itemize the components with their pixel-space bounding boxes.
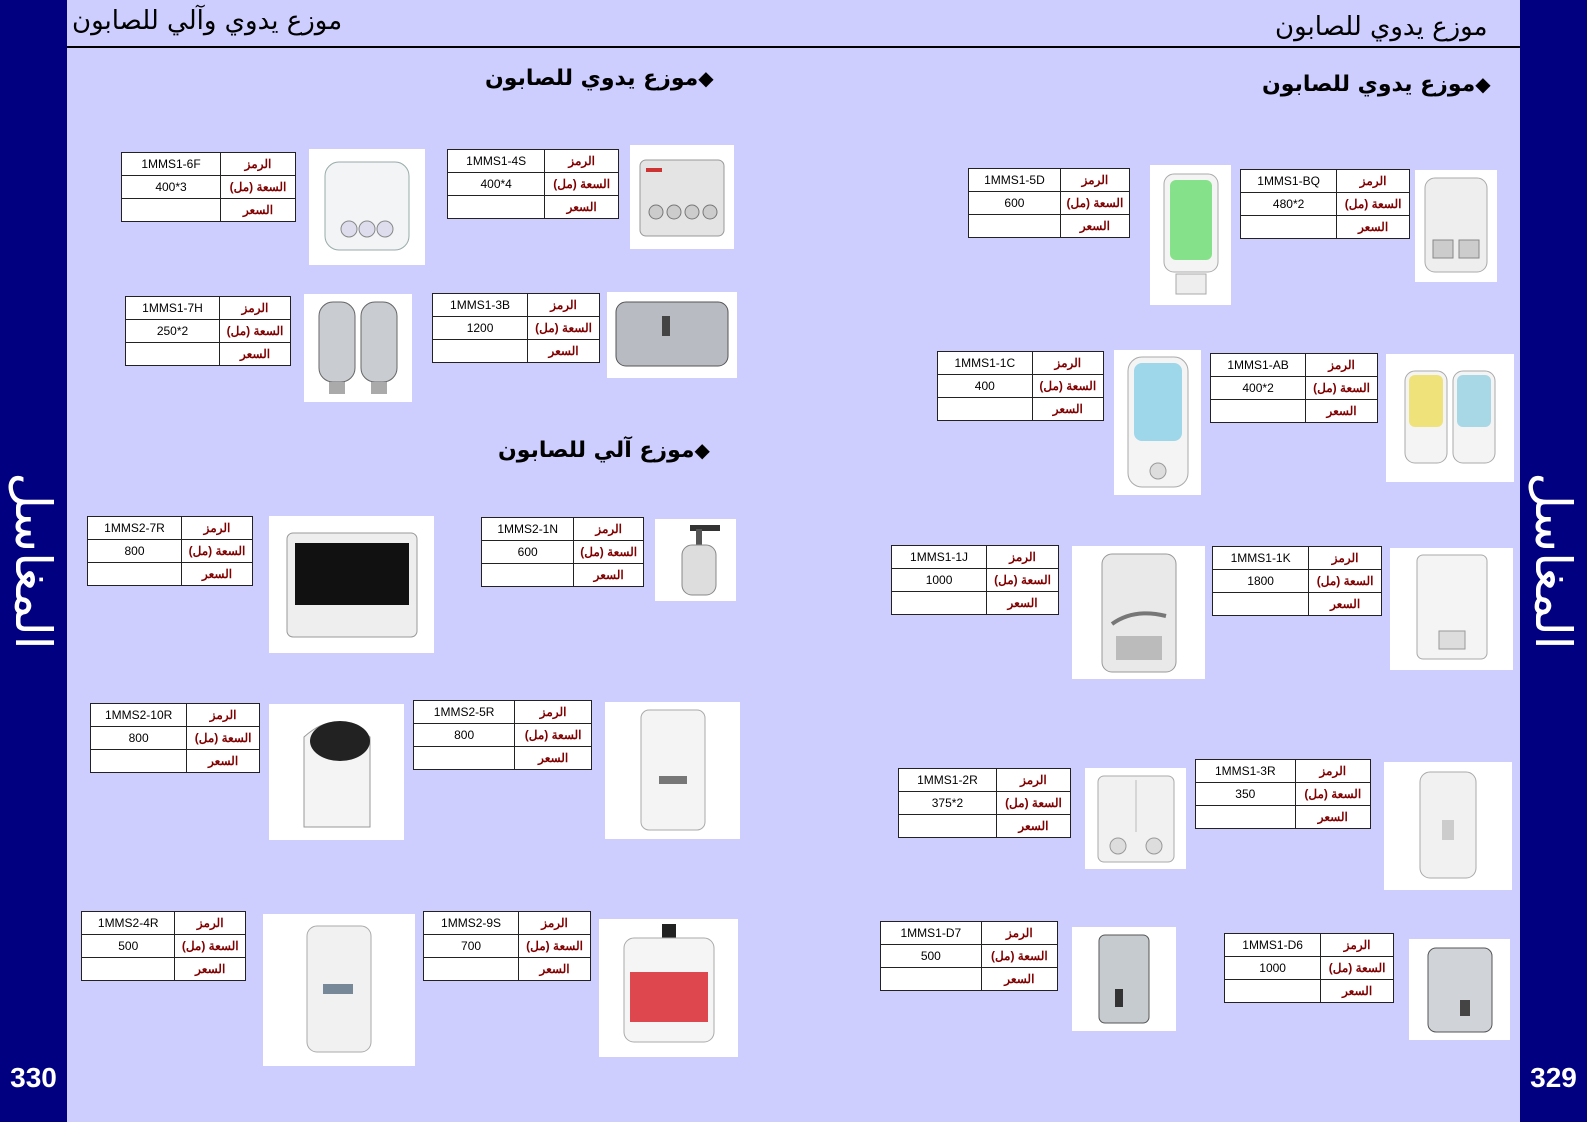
- price-label: السعر: [515, 747, 592, 770]
- chrome-wall-dispenser-icon: [1420, 944, 1500, 1036]
- price-label: السعر: [175, 958, 246, 981]
- product-spec-table: [121, 152, 296, 222]
- price-value: [1211, 400, 1306, 423]
- capacity-value: 1800: [1213, 570, 1309, 593]
- capacity-value: 480*2: [1241, 193, 1337, 216]
- product-code-value: 1MMS1-D7: [881, 922, 982, 945]
- product-code-value: 1MMS2-9S: [424, 912, 519, 935]
- red-transparent-dispenser-icon: [614, 922, 724, 1054]
- product-image: [655, 519, 736, 601]
- capacity-value: 1000: [892, 569, 987, 592]
- product-code-value: 1MMS2-10R: [91, 704, 187, 727]
- auto-white-dispenser-icon: [299, 920, 379, 1060]
- product-code-value: 1MMS1-1J: [892, 546, 987, 569]
- product-spec-table: [891, 545, 1059, 615]
- product-spec-table: [432, 293, 600, 363]
- yellow-blue-double-dispenser-icon: [1395, 363, 1505, 473]
- capacity-label: السعة (مل): [574, 541, 644, 564]
- capacity-value: 700: [424, 935, 519, 958]
- product-image: [263, 914, 415, 1066]
- capacity-value: 600: [482, 541, 574, 564]
- capacity-value: 400*4: [448, 173, 545, 196]
- chrome-double-dispenser-icon: [313, 298, 403, 398]
- steel-wall-dispenser-icon: [1089, 931, 1159, 1027]
- product-code-value: 1MMS1-1C: [938, 352, 1033, 375]
- product-code-value: 1MMS1-BQ: [1241, 170, 1337, 193]
- product-code-value: 1MMS2-1N: [482, 518, 574, 541]
- code-label: الرمز: [221, 153, 296, 176]
- capacity-value: 800: [88, 540, 182, 563]
- code-label: الرمز: [1060, 169, 1129, 192]
- product-spec-table: [898, 768, 1071, 838]
- left-side-label: المغاسل: [4, 472, 62, 650]
- price-value: [482, 564, 574, 587]
- product-image: [1072, 546, 1205, 679]
- capacity-value: 250*2: [126, 320, 220, 343]
- code-label: الرمز: [996, 769, 1070, 792]
- right-side-band: [1520, 0, 1587, 1122]
- product-code-value: 1MMS1-5D: [969, 169, 1061, 192]
- code-label: الرمز: [981, 922, 1057, 945]
- product-code-value: 1MMS1-6F: [122, 153, 221, 176]
- capacity-value: 400*2: [1211, 377, 1306, 400]
- section-title-manual-right: ◆موزع يدوي للصابون: [1262, 72, 1491, 97]
- capacity-label: السعة (مل): [1032, 375, 1103, 398]
- code-label: الرمز: [545, 150, 619, 173]
- capacity-label: السعة (مل): [1337, 193, 1410, 216]
- capacity-label: السعة (مل): [519, 935, 591, 958]
- price-label: السعر: [1306, 400, 1378, 423]
- price-label: السعر: [574, 564, 644, 587]
- capacity-label: السعة (مل): [515, 724, 592, 747]
- capacity-value: 500: [82, 935, 175, 958]
- product-code-value: 1MMS1-7H: [126, 297, 220, 320]
- left-page-number: 330: [10, 1062, 57, 1093]
- capacity-label: السعة (مل): [1309, 570, 1382, 593]
- grey-wave-dispenser-icon: [1094, 550, 1184, 676]
- product-image: [1085, 768, 1186, 869]
- price-label: السعر: [1060, 215, 1129, 238]
- price-value: [433, 340, 528, 363]
- capacity-value: 800: [91, 727, 187, 750]
- section-title-automatic: ◆موزع آلي للصابون: [498, 438, 710, 463]
- product-code-value: 1MMS2-4R: [82, 912, 175, 935]
- price-value: [91, 750, 187, 773]
- center-header-rule: [427, 46, 1520, 48]
- capacity-label: السعة (مل): [175, 935, 246, 958]
- code-label: الرمز: [1032, 352, 1103, 375]
- capacity-value: 375*2: [899, 792, 997, 815]
- white-box-dispenser-icon: [1407, 551, 1497, 667]
- code-label: الرمز: [528, 294, 600, 317]
- product-code-value: 1MMS1-4S: [448, 150, 545, 173]
- product-image: [599, 919, 738, 1057]
- price-value: [448, 196, 545, 219]
- product-image: [1072, 927, 1176, 1031]
- product-spec-table: [87, 516, 253, 586]
- product-image: [304, 294, 412, 402]
- capacity-value: 350: [1196, 783, 1296, 806]
- product-code-value: 1MMS1-3R: [1196, 760, 1296, 783]
- price-value: [126, 343, 220, 366]
- price-label: السعر: [545, 196, 619, 219]
- green-dispenser-icon: [1158, 170, 1224, 300]
- price-value: [1213, 593, 1309, 616]
- product-image: [630, 145, 734, 249]
- blue-dispenser-icon: [1120, 353, 1196, 493]
- price-value: [938, 398, 1033, 421]
- bottle-pump-icon: [666, 521, 726, 599]
- code-label: الرمز: [187, 704, 260, 727]
- product-image: [269, 516, 434, 653]
- price-value: [899, 815, 997, 838]
- price-label: السعر: [528, 340, 600, 363]
- left-header-rule: [67, 46, 427, 48]
- product-image: [309, 149, 425, 265]
- code-label: الرمز: [182, 517, 253, 540]
- capacity-label: السعة (مل): [528, 317, 600, 340]
- price-label: السعر: [1295, 806, 1370, 829]
- product-spec-table: [968, 168, 1130, 238]
- capacity-value: 500: [881, 945, 982, 968]
- price-label: السعر: [996, 815, 1070, 838]
- product-spec-table: [880, 921, 1058, 991]
- price-value: [88, 563, 182, 586]
- capacity-label: السعة (مل): [996, 792, 1070, 815]
- code-label: الرمز: [1306, 354, 1378, 377]
- product-image: [1409, 939, 1510, 1040]
- clear-double-dispenser-icon: [1092, 772, 1180, 866]
- triple-dispenser-icon: [317, 157, 417, 257]
- product-image: [1415, 170, 1497, 282]
- price-value: [1196, 806, 1296, 829]
- capacity-label: السعة (مل): [1060, 192, 1129, 215]
- product-code-value: 1MMS2-7R: [88, 517, 182, 540]
- price-label: السعر: [182, 563, 253, 586]
- price-label: السعر: [1309, 593, 1382, 616]
- price-value: [969, 215, 1061, 238]
- capacity-label: السعة (مل): [987, 569, 1059, 592]
- product-spec-table: [90, 703, 260, 773]
- price-label: السعر: [519, 958, 591, 981]
- right-side-label: المغاسل: [1524, 472, 1582, 650]
- double-white-dispenser-icon: [1419, 174, 1493, 278]
- product-spec-table: [481, 517, 644, 587]
- capacity-label: السعة (مل): [545, 173, 619, 196]
- capacity-value: 1000: [1225, 957, 1321, 980]
- price-label: السعر: [1321, 980, 1394, 1003]
- code-label: الرمز: [987, 546, 1059, 569]
- code-label: الرمز: [1337, 170, 1410, 193]
- product-spec-table: [1210, 353, 1378, 423]
- section-title-manual-left: ◆موزع يدوي للصابون: [485, 66, 714, 91]
- product-image: [1386, 354, 1514, 482]
- auto-box-dispenser-icon: [277, 525, 427, 645]
- capacity-label: السعة (مل): [1321, 957, 1394, 980]
- right-page-header: موزع يدوي للصابون: [1275, 12, 1488, 42]
- price-value: [414, 747, 515, 770]
- code-label: الرمز: [1309, 547, 1382, 570]
- price-label: السعر: [981, 968, 1057, 991]
- steel-box-dispenser-icon: [610, 296, 734, 374]
- product-image: [1114, 350, 1201, 495]
- product-code-value: 1MMS1-AB: [1211, 354, 1306, 377]
- product-spec-table: [1240, 169, 1410, 239]
- product-spec-table: [447, 149, 619, 219]
- price-value: [424, 958, 519, 981]
- price-value: [1241, 216, 1337, 239]
- diamond-bullet-icon: ◆: [1475, 72, 1491, 96]
- product-code-value: 1MMS1-2R: [899, 769, 997, 792]
- left-side-band: [0, 0, 67, 1122]
- product-spec-table: [413, 700, 592, 770]
- price-value: [82, 958, 175, 981]
- price-value: [1225, 980, 1321, 1003]
- price-label: السعر: [1032, 398, 1103, 421]
- auto-wall-dispenser-icon: [292, 707, 382, 837]
- price-value: [881, 968, 982, 991]
- product-code-value: 1MMS2-5R: [414, 701, 515, 724]
- product-code-value: 1MMS1-3B: [433, 294, 528, 317]
- product-code-value: 1MMS1-1K: [1213, 547, 1309, 570]
- capacity-value: 600: [969, 192, 1061, 215]
- product-spec-table: [125, 296, 291, 366]
- capacity-label: السعة (مل): [1295, 783, 1370, 806]
- price-label: السعر: [220, 343, 291, 366]
- product-code-value: 1MMS1-D6: [1225, 934, 1321, 957]
- price-label: السعر: [221, 199, 296, 222]
- capacity-label: السعة (مل): [182, 540, 253, 563]
- left-page-header: موزع يدوي وآلي للصابون: [72, 6, 343, 36]
- product-spec-table: [1212, 546, 1382, 616]
- product-image: [1390, 548, 1513, 670]
- product-spec-table: [1195, 759, 1371, 829]
- product-image: [1384, 762, 1512, 890]
- capacity-value: 400*3: [122, 176, 221, 199]
- diamond-bullet-icon: ◆: [698, 66, 714, 90]
- code-label: الرمز: [1295, 760, 1370, 783]
- product-image: [1150, 165, 1231, 305]
- right-page-number: 329: [1530, 1062, 1577, 1093]
- product-image: [269, 704, 404, 840]
- capacity-label: السعة (مل): [1306, 377, 1378, 400]
- product-spec-table: [81, 911, 246, 981]
- price-label: السعر: [987, 592, 1059, 615]
- code-label: الرمز: [515, 701, 592, 724]
- white-single-dispenser-icon: [1408, 766, 1488, 886]
- product-image: [607, 292, 737, 378]
- product-spec-table: [1224, 933, 1394, 1003]
- code-label: الرمز: [519, 912, 591, 935]
- capacity-value: 1200: [433, 317, 528, 340]
- price-value: [122, 199, 221, 222]
- capacity-label: السعة (مل): [981, 945, 1057, 968]
- capacity-value: 400: [938, 375, 1033, 398]
- code-label: الرمز: [574, 518, 644, 541]
- diamond-bullet-icon: ◆: [694, 438, 710, 462]
- capacity-label: السعة (مل): [220, 320, 291, 343]
- quad-dispenser-icon: [634, 152, 730, 242]
- price-label: السعر: [1337, 216, 1410, 239]
- product-spec-table: [423, 911, 591, 981]
- capacity-label: السعة (مل): [187, 727, 260, 750]
- capacity-value: 800: [414, 724, 515, 747]
- product-image: [605, 702, 740, 839]
- price-label: السعر: [187, 750, 260, 773]
- capacity-label: السعة (مل): [221, 176, 296, 199]
- code-label: الرمز: [1321, 934, 1394, 957]
- price-value: [892, 592, 987, 615]
- code-label: الرمز: [175, 912, 246, 935]
- product-spec-table: [937, 351, 1104, 421]
- code-label: الرمز: [220, 297, 291, 320]
- auto-tall-dispenser-icon: [633, 706, 713, 836]
